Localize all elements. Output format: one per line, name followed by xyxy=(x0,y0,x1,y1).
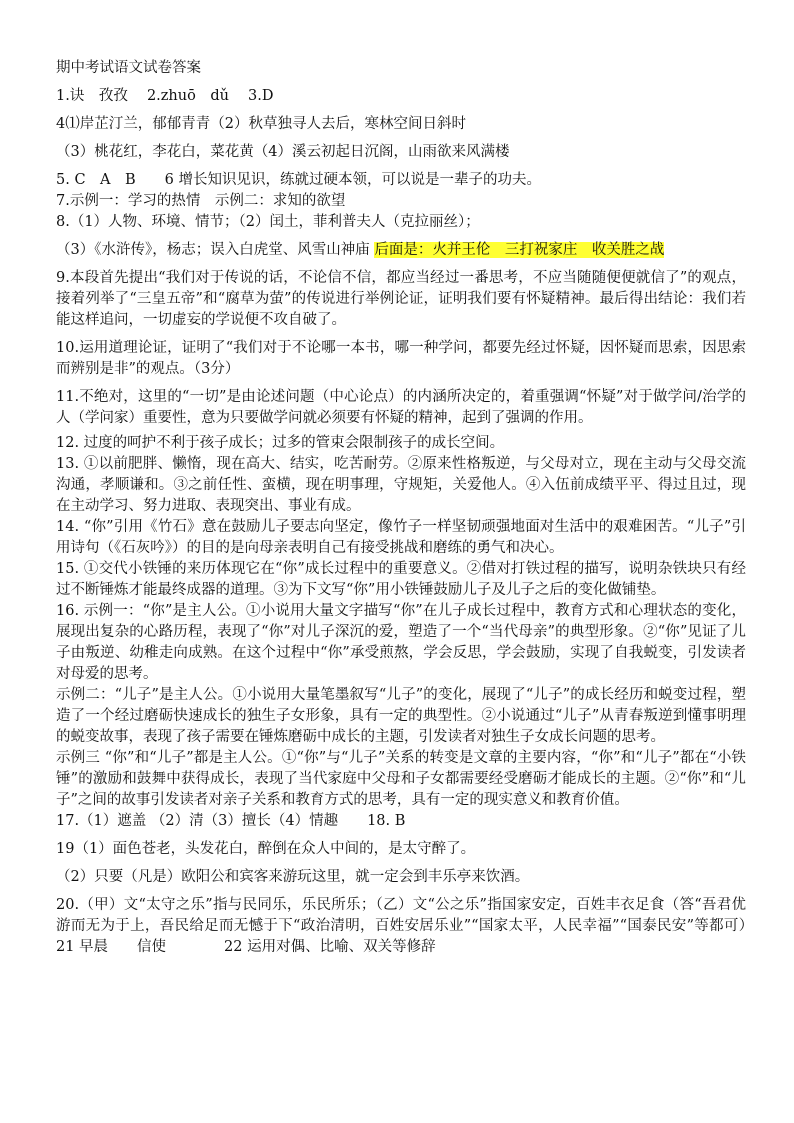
answer-sheet xyxy=(56,58,775,958)
answer-17-18: 17.（1）遮盖 （2）清（3）擅长（4）情趣 18. B xyxy=(56,813,406,829)
answer-5-6: 5. C A B 6 增长知识见识，练就过硬本领，可以说是一辈子的功夫。 xyxy=(56,172,541,188)
answer-8-3-text: （3）《水浒传》，杨志；误入白虎堂、风雪山神庙 xyxy=(56,242,370,258)
highlighted-note: 后面是：火并王伦 三打祝家庄 收关胜之战 xyxy=(374,242,665,258)
answer-8-3 xyxy=(56,240,746,261)
answer-1-3: 1.诀 孜孜 2.zhuō dǔ 3.D xyxy=(56,88,274,104)
answer-15: 15. ①交代小铁锤的来历体现它在“你”成长过程中的重要意义。②借对打铁过程的描写，说明杂铁块只有经过不断锤炼才能最终成器的道理。③为下文写“你”用小铁锤鼓励儿子及儿子之后的变化做铺垫。 xyxy=(56,561,746,598)
answer-9: 9.本段首先提出“我们对于传说的话，不论信不信，都应当经过一番思考，不应当随随便便就信了”的观点，接着列举了“三皇五帝”和“腐草为萤”的传说进行举例论证，证明我们要有怀疑精神。最后得出结论：我们若能这样追问，一切虚妄的学说便不攻自破了。 xyxy=(56,270,746,328)
answer-8: 8.（1）人物、环境、情节；（2）闰土，菲利普夫人（克拉丽丝）； xyxy=(56,214,480,230)
answer-10: 10.运用道理论证，证明了“我们对于不论哪一本书，哪一种学问，都要先经过怀疑，因怀疑而思索，因思索而辨别是非”的观点。（3分） xyxy=(56,340,746,377)
answer-16-example-2: 示例二：“儿子”是主人公。①小说用大量笔墨叙写“儿子”的变化，展现了“儿子”的成长经历和蜕变过程，塑造了一个经过磨砺快速成长的独生子女形象，具有一定的典型性。②小说通过“儿子”从青春叛逆到懂事明理的蜕变故事，表现了孩子需要在锤炼磨砺中成长的主题，引发读者对独生子女成长问题的思考。 xyxy=(56,687,746,745)
page-title: 期中考试语文试卷答案 xyxy=(56,60,201,76)
answer-20-22: 20.（甲）文“太守之乐”指与民同乐，乐民所乐；（乙）文“公之乐”指国家安定，百姓丰衣足食（答“吾君优游而无为于上，吾民给足而无憾于下“政治清明，百姓安居乐业”“国家太平，人民幸福”“国泰民安”等都可） 21 早晨 信使 22 运用对偶、比喻、双关等修辞 xyxy=(56,897,775,955)
answer-13: 13. ①以前肥胖、懒惰，现在高大、结实，吃苦耐劳。②原来性格叛逆，与父母对立，现在主动与父母交流沟通，孝顺谦和。③之前任性、蛮横，现在明事理，守规矩，关爱他人。④入伍前成绩平平、得过且过，现在主动学习、努力进取、表现突出、事业有成。 xyxy=(56,456,746,514)
answer-7: 7.示例一：学习的热情 示例二：求知的欲望 xyxy=(56,193,346,209)
answer-4b: （3）桃花红，李花白，菜花黄（4）溪云初起日沉阁，山雨欲来风满楼 xyxy=(56,144,510,160)
answer-16-example-3: 示例三 “你”和“儿子”都是主人公。①“你”与“儿子”关系的转变是文章的主要内容，“你”和“儿子”都在“小铁锤”的激励和鼓舞中获得成长，表现了当代家庭中父母和子女都需要经受磨砺才能成长的主题。②“你”和“儿子”之间的故事引发读者对亲子关系和教育方式的思考，具有一定的现实意义和教育价值。 xyxy=(56,750,746,808)
answer-19-1: 19（1）面色苍老，头发花白，醉倒在众人中间的，是太守醉了。 xyxy=(56,841,476,857)
answer-12: 12. 过度的呵护不利于孩子成长；过多的管束会限制孩子的成长空间。 xyxy=(56,435,505,451)
answer-4a: 4⑴岸芷汀兰，郁郁青青（2）秋草独寻人去后，寒林空间日斜时 xyxy=(56,116,466,132)
answer-16-example-1: 16. 示例一：“你”是主人公。①小说用大量文字描写“你”在儿子成长过程中，教育方式和心理状态的变化，展现出复杂的心路历程，表现了“你”对儿子深沉的爱，塑造了一个“当代母亲”的典型形象。②“你”见证了儿子由叛逆、幼稚走向成熟。在这个过程中“你”承受煎熬，学会反思，学会鼓励，实现了自我蜕变，引发读者对母爱的思考。 xyxy=(56,603,746,682)
answer-14: 14. “你”引用《竹石》意在鼓励儿子要志向坚定，像竹子一样坚韧顽强地面对生活中的艰难困苦。“儿子”引用诗句（《石灰吟》）的目的是向母亲表明自己有接受挑战和磨练的勇气和决心。 xyxy=(56,519,746,556)
answer-19-2: （2）只要（凡是）欧阳公和宾客来游玩这里，就一定会到丰乐亭来饮酒。 xyxy=(56,869,530,885)
answer-11: 11.不绝对，这里的“一切”是由论述问题（中心论点）的内涵所决定的，着重强调“怀疑”对于做学问/治学的人（学问家）重要性，意为只要做学问就必须要有怀疑的精神，起到了强调的作用。 xyxy=(56,389,746,426)
